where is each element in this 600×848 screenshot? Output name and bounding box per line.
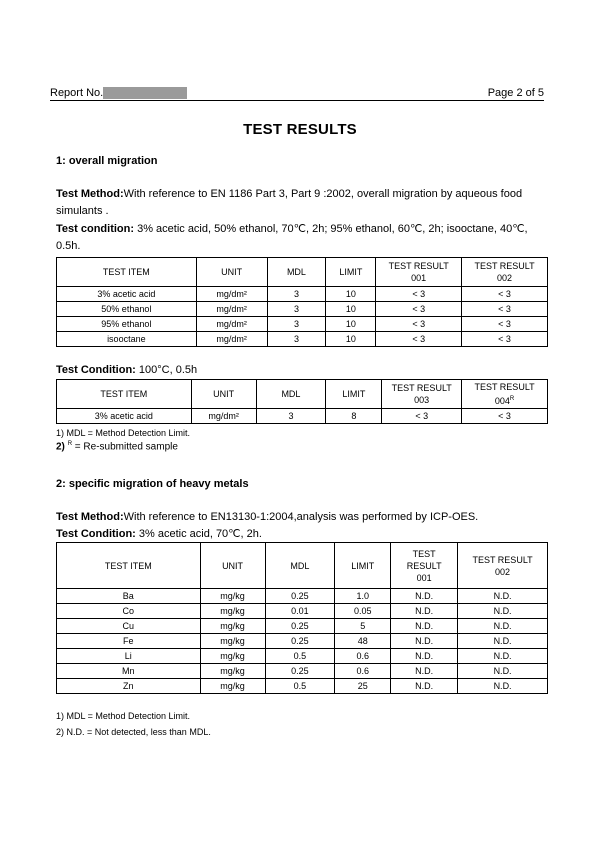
page-header [50,86,544,101]
cell: Fe [57,634,201,649]
col-limit: LIMIT [335,543,391,589]
table-row [57,332,548,347]
cell: N.D. [391,649,458,664]
cell: < 3 [462,287,548,302]
col-result-002: TEST RESULT 002 [458,543,548,589]
cell: 0.6 [335,649,391,664]
section-1-condition-2: Test Condition: 100°C, 0.5h [56,364,198,376]
table-row [57,287,548,302]
page-title: TEST RESULTS [243,121,357,138]
table-header-row [57,380,548,409]
cell: isooctane [57,332,197,347]
cell: Ba [57,589,201,604]
col-result-002: TEST RESULT 002 [462,258,548,287]
cell: 3 [267,332,326,347]
cell: N.D. [458,679,548,694]
cell: N.D. [458,649,548,664]
col-result-004: TEST RESULT $004^R$ [462,380,548,409]
col-unit: UNIT [191,380,256,409]
cell: < 3 [462,317,548,332]
cell: mg/kg [200,649,265,664]
cell: 3% acetic acid [57,287,197,302]
col-mdl: MDL [265,543,335,589]
heavy-metals-table [56,542,548,694]
cell: < 3 [376,332,462,347]
cell: N.D. [391,634,458,649]
cell: 3 [267,287,326,302]
cell: 0.25 [265,589,335,604]
table-row [57,634,548,649]
cell: mg/kg [200,679,265,694]
table-header-row [57,258,548,287]
cell: 3 [267,302,326,317]
report-no: Report No. [50,87,187,99]
cell: N.D. [391,619,458,634]
cell: 0.01 [265,604,335,619]
col-limit: LIMIT [326,380,382,409]
cell: mg/dm² [196,332,267,347]
section-2-note-2: 2) N.D. = Not detected, less than MDL. [56,727,211,737]
cell: 5 [335,619,391,634]
cell: N.D. [458,664,548,679]
cell: mg/dm² [196,287,267,302]
section-1-note-1: 1) MDL = Method Detection Limit. [56,428,190,438]
cell: mg/kg [200,589,265,604]
cell: Cu [57,619,201,634]
page-number: Page 2 of 5 [487,87,544,99]
table-row [57,664,548,679]
col-result-003: TEST RESULT 003 [382,380,462,409]
cell: < 3 [382,409,462,424]
cell: < 3 [376,287,462,302]
cell: < 3 [376,317,462,332]
cell: 0.25 [265,664,335,679]
cell: N.D. [391,679,458,694]
col-result-001: TEST RESULT 001 [391,543,458,589]
col-unit: UNIT [196,258,267,287]
col-mdl: MDL [256,380,326,409]
cell: 48 [335,634,391,649]
cell: 0.5 [265,649,335,664]
cell: 25 [335,679,391,694]
col-result-001: TEST RESULT 001 [376,258,462,287]
cell: 1.0 [335,589,391,604]
cell: mg/dm² [191,409,256,424]
table-row [57,619,548,634]
redacted-report-number [103,87,187,99]
table-row [57,604,548,619]
cell: mg/dm² [196,302,267,317]
cell: mg/kg [200,634,265,649]
section-1-method: Test Method:With reference to EN 1186 Part 3, Part 9 :2002, overall migration by aqueous food simulants . [56,188,523,217]
cell: 8 [326,409,382,424]
cell: 3 [256,409,326,424]
cell: 0.6 [335,664,391,679]
table-row [57,409,548,424]
col-mdl: MDL [267,258,326,287]
section-2-condition: Test Condition: 3% acetic acid, 70℃, 2h. [56,528,262,540]
cell: Li [57,649,201,664]
section-2-method: Test Method:With reference to EN13130-1:2004,analysis was performed by ICP-OES. [56,511,479,523]
cell: < 3 [462,332,548,347]
section-1-heading: 1: overall migration [56,155,158,167]
cell: mg/dm² [196,317,267,332]
cell: < 3 [462,409,548,424]
cell: Mn [57,664,201,679]
cell: N.D. [458,589,548,604]
cell: 0.25 [265,619,335,634]
cell: N.D. [458,619,548,634]
table-row [57,649,548,664]
table-row [57,589,548,604]
table-row [57,317,548,332]
cell: < 3 [376,302,462,317]
cell: 10 [326,287,376,302]
cell: 0.05 [335,604,391,619]
cell: 10 [326,317,376,332]
table-header-row [57,543,548,589]
col-test-item: TEST ITEM [57,543,201,589]
cell: N.D. [458,634,548,649]
section-1-condition: Test condition: 3% acetic acid, 50% ethanol, 70℃, 2h; 95% ethanol, 60℃, 2h; isooctane, 40℃, 0.5h. [56,223,528,252]
cell: mg/kg [200,619,265,634]
col-unit: UNIT [200,543,265,589]
overall-migration-table [56,257,548,347]
cell: 0.25 [265,634,335,649]
cell: 10 [326,302,376,317]
cell: 50% ethanol [57,302,197,317]
section-2-heading: 2: specific migration of heavy metals [56,478,249,490]
table-row [57,302,548,317]
cell: 0.5 [265,679,335,694]
cell: Co [57,604,201,619]
overall-migration-resubmit-table [56,379,548,424]
cell: 10 [326,332,376,347]
cell: mg/kg [200,664,265,679]
cell: 95% ethanol [57,317,197,332]
section-1-note-2: 2) $^R$ = Re-submitted sample [56,441,178,453]
col-test-item: TEST ITEM [57,258,197,287]
cell: Zn [57,679,201,694]
cell: N.D. [458,604,548,619]
cell: 3% acetic acid [57,409,192,424]
cell: N.D. [391,589,458,604]
table-row [57,679,548,694]
section-2-note-1: 1) MDL = Method Detection Limit. [56,711,190,721]
col-limit: LIMIT [326,258,376,287]
cell: mg/kg [200,604,265,619]
cell: 3 [267,317,326,332]
cell: < 3 [462,302,548,317]
col-test-item: TEST ITEM [57,380,192,409]
cell: N.D. [391,664,458,679]
cell: N.D. [391,604,458,619]
